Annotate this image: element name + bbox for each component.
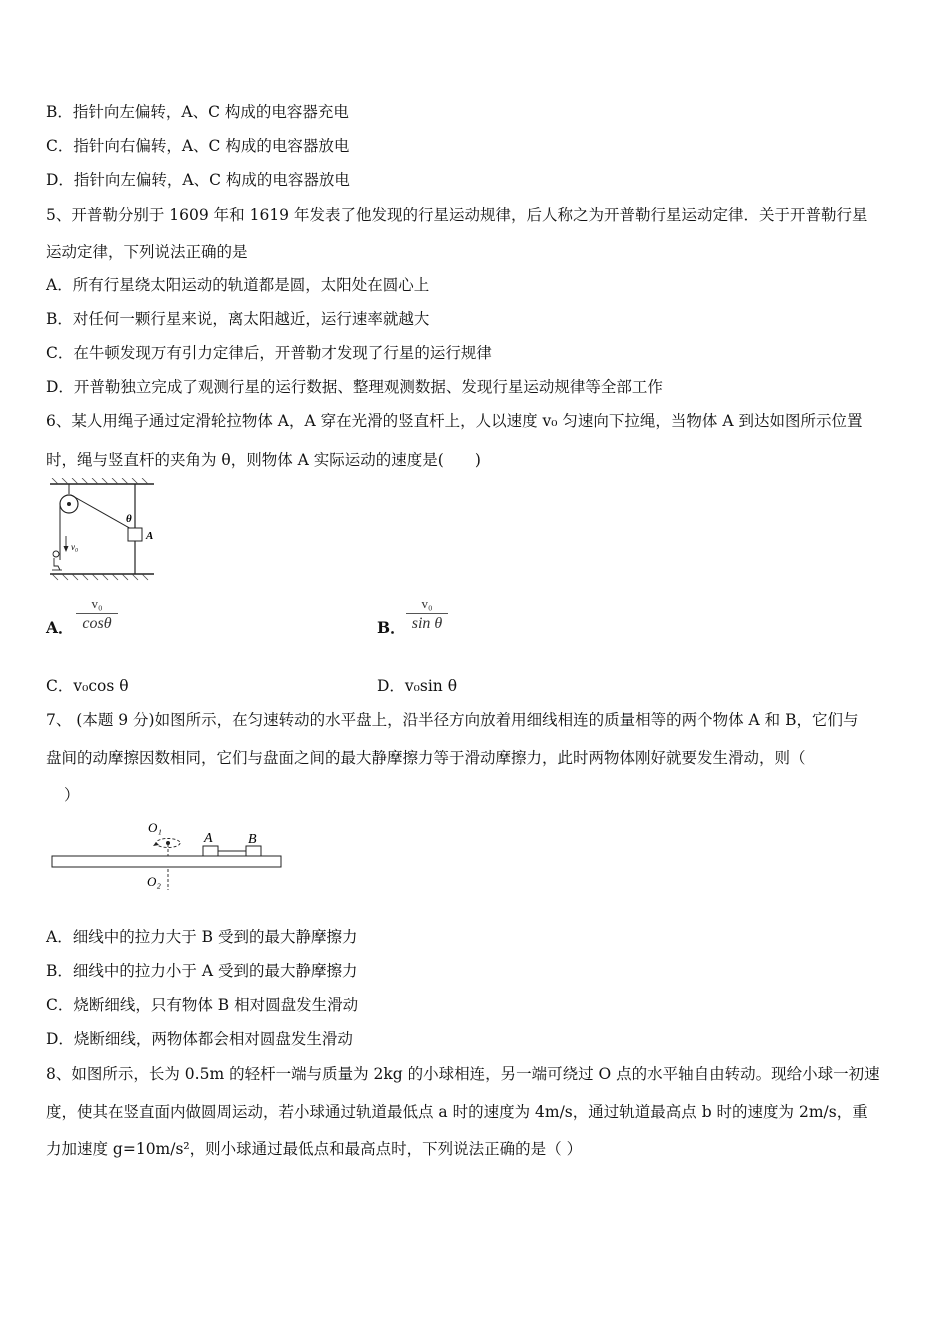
q6-pulley-diagram [44, 478, 160, 582]
rope-to-block [71, 495, 133, 530]
q5-option-d: D．开普勒独立完成了观测行星的运行数据、整理观测数据、发现行星运动规律等全部工作 [46, 378, 663, 396]
o1-label: O₁ [148, 820, 162, 835]
floor [50, 574, 154, 580]
q6b-numerator: v₀ [421, 596, 433, 611]
block-b [246, 846, 261, 856]
q7-stem-line1: 7、 (本题 9 分)如图所示，在匀速转动的水平盘上，沿半径方向放着用细线相连的质量相等的两个物体 A 和 B，它们与 [46, 711, 859, 729]
q6-stem-line1: 6、某人用绳子通过定滑轮拉物体 A，A 穿在光滑的竖直杆上，人以速度 v₀ 匀速向下拉绳，当物体 A 到达如图所示位置 [46, 412, 863, 430]
block-a-label: A [204, 831, 213, 846]
q4-option-c: C．指针向右偏转，A、C 构成的电容器放电 [46, 137, 350, 155]
q6-option-b-label: B． [377, 618, 406, 637]
q6-option-d: D．v₀sin θ [377, 677, 458, 695]
block-a [203, 846, 218, 856]
q6-option-b-fraction [406, 596, 448, 633]
ceiling [50, 478, 154, 484]
q5-option-b: B．对任何一颗行星来说，离太阳越近，运行速率就越大 [46, 310, 430, 328]
q4-option-b: B．指针向左偏转，A、C 构成的电容器充电 [46, 103, 349, 121]
q8-stem-line3: 力加速度 g=10m/s²，则小球通过最低点和最高点时，下列说法正确的是（ ） [46, 1140, 583, 1158]
q6a-denominator: cosθ [82, 615, 112, 632]
q7-stem-line3: ） [64, 786, 80, 804]
q5-stem-line1: 5、开普勒分别于 1609 年和 1619 年发表了他发现的行星运动规律，后人称之为开普勒行星运动定律．关于开普勒行星 [46, 206, 868, 224]
block-a [128, 528, 142, 541]
q5-option-a: A．所有行星绕太阳运动的轨道都是圆，太阳处在圆心上 [46, 276, 430, 294]
v0-label: v₀ [71, 542, 79, 552]
q6b-denominator: sin θ [411, 615, 443, 632]
q5-stem-line2: 运动定律，下列说法正确的是 [46, 243, 248, 261]
q7-option-a: A．细线中的拉力大于 B 受到的最大静摩擦力 [46, 928, 358, 946]
q7-option-c: C．烧断细线，只有物体 B 相对圆盘发生滑动 [46, 996, 359, 1014]
q8-stem-line2: 度，使其在竖直面内做圆周运动，若小球通过轨道最低点 a 时的速度为 4m/s，通过轨道最高点 b 时的速度为 2m/s，重 [46, 1103, 868, 1121]
q7-stem-line2: 盘间的动摩擦因数相同，它们与盘面之间的最大静摩擦力等于滑动摩擦力，此时两物体刚好就要发生滑动，则（ [46, 749, 806, 767]
q8-stem-line1: 8、如图所示，长为 0.5m 的轻杆一端与质量为 2kg 的小球相连，另一端可绕过 O 点的水平轴自由转动。现给小球一初速 [46, 1065, 880, 1083]
fraction-bar [76, 613, 118, 614]
block-b-label: B [248, 832, 257, 847]
q6-option-a-label: A． [46, 618, 74, 637]
turntable-disk [52, 856, 281, 867]
block-a-label: A [146, 530, 154, 542]
q6-stem-line2: 时，绳与竖直杆的夹角为 θ，则物体 A 实际运动的速度是( ) [46, 451, 481, 469]
q6-option-a-fraction [76, 596, 118, 633]
q6-option-c: C．v₀cos θ [46, 677, 129, 695]
q6a-numerator: v₀ [91, 596, 103, 611]
theta-label: θ [126, 513, 132, 525]
fraction-bar [406, 613, 448, 614]
o2-label: O₂ [147, 874, 161, 889]
q7-option-d: D．烧断细线，两物体都会相对圆盘发生滑动 [46, 1030, 353, 1048]
q5-option-c: C．在牛顿发现万有引力定律后，开普勒才发现了行星的运行规律 [46, 344, 492, 362]
q7-turntable-diagram [50, 818, 286, 894]
pulley-axle [67, 502, 71, 506]
q7-option-b: B．细线中的拉力小于 A 受到的最大静摩擦力 [46, 962, 358, 980]
q4-option-d: D．指针向左偏转，A、C 构成的电容器放电 [46, 171, 350, 189]
